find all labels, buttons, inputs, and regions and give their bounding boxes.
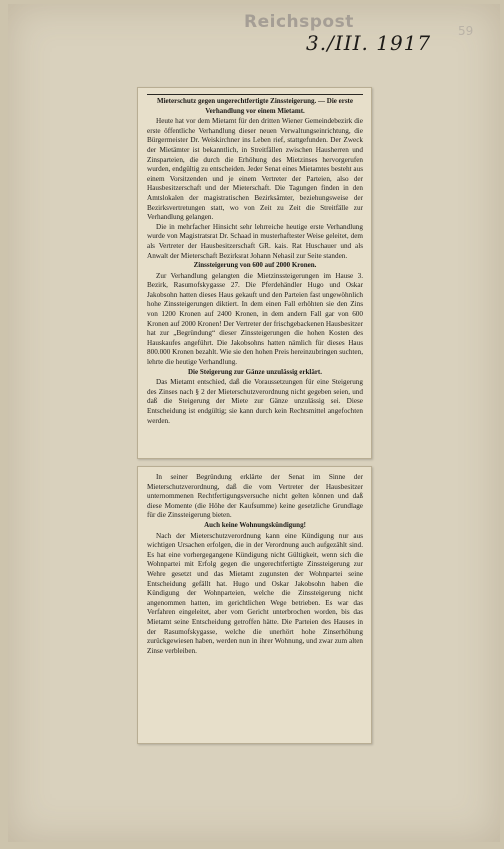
clipping-bottom — [137, 466, 372, 744]
article-paragraph: In seiner Begründung erklärte der Senat im Sinne der Mieterschutzverordnung, daß die vom Vertreter der Hausbesitzer unternommenen Rechtfertigungsversuche nicht gelten können und daß diese Momente (die Höhe der Kaufsumme) keine gesetzliche Grundlage für die Zinssteigerung bieten. — [147, 473, 363, 520]
subheading: Auch keine Wohnungskündigung! — [204, 520, 306, 529]
subheading: Zinssteigerung von 600 auf 2000 Kronen. — [193, 261, 317, 270]
article-column-2 — [147, 473, 363, 656]
article-column-1 — [147, 94, 363, 425]
article-paragraph: Heute hat vor dem Mietamt für den dritten Wiener Gemeindebezirk die erste öffentliche Verhandlung dieser neuen Verwaltungseinrichtung, die Bürgermeister Dr. Weiskirchner ins Leben rief, stattgefunden. Der Zweck der Mietämter ist bekanntlich, in Streitfällen zwischen Hausherren und Zinsparteien, die durch die Erhöhung des Mietzinses hervorgerufen wurden, endgültig zu entscheiden. Jeder Senat eines Mietamtes besteht aus einem Vorsitzenden und je einem Vertreter der Parteien, also der Hausbesitzerschaft und der Mieterschaft. Die Tagungen finden in den Amtslokalen der magistratischen Bezirksämter, beziehungsweise der Bezirksvertretungen statt, wo von Zeit zu Zeit die Streitfälle zur Verhandlung gelangen. — [147, 117, 363, 222]
article-paragraph: Das Mietamt entschied, daß die Voraussetzungen für eine Steigerung des Zinses nach § 2 der Mieterschutzverordnung nicht gegeben seien, und daß die Steigerung der Miete zur Gänze unzulässig sei. Diese Entscheidung ist endgültig; sie kann durch kein Rechtsmittel angefochten werden. — [147, 378, 363, 425]
article-paragraph: Die in mehrfacher Hinsicht sehr lehrreiche heutige erste Verhandlung wurde von Magistratsrat Dr. Schaad in musterhaftester Weise geleitet, dem als Vertreter der Hausbesitzerschaft GR. kais. Rat Huschauer und als Anwalt der Mieterschaft Bezirksrat Johann Nehasil zur Seite standen. — [147, 222, 363, 260]
subheading: Die Steigerung zur Gänze unzulässig erklärt. — [187, 367, 323, 376]
handwritten-date: 3./III. 1917 — [306, 31, 432, 55]
newspaper-stamp: Reichspost — [244, 12, 354, 32]
article-paragraph: Nach der Mieterschutzverordnung kann eine Kündigung nur aus wichtigen Ursachen erfolgen, die in der Verordnung auch aufgezählt sind. Es hat eine vorhergegangene Kündigung nicht Gültigkeit, wenn sich die Wohnpartei mit Erfolg gegen die ungerechtfertigte Zinssteigerung zur Wehre gesetzt und das Mietamt zugunsten der Wohnpartei seine Entscheidung gefällt hat. Hugo und Oskar Jakobsohn haben die Kündigung der Wohnparteien, welche die Zinssteigerung nicht angenommen hatten, im gerichtlichen Wege betrieben. Es war das Verfahren eingeleitet, aber vom Gericht unterbrochen worden, bis das Mietamt seine Entscheidung getroffen hätte. Die Parteien des Hauses in der Rasumofskygasse, welche die unerhört hohe Zinserhöhung zurückgewiesen haben, werden nun in ihrer Wohnung, und zwar zum alten Zinse verbleiben. — [147, 531, 363, 655]
article-paragraph: Zur Verhandlung gelangten die Mietzinssteigerungen im Hause 3. Bezirk, Rasumofskygasse 27. Die Pferdehändler Hugo und Oskar Jakobsohn hatten dieses Haus gekauft und den Parteien fast ungewöhnlich hohe Zinssteigerungen diktiert. In dem einen Fall erhöhten sie den Zins von 1200 Kronen auf 2400 Kronen, in dem andern Fall gar von 600 Kronen auf 2000 Kronen! Der Vertreter der frischgebackenen Hausbesitzer hat zur „Begründung“ dieser Zinssteigerungen die hohen Kosten des Hauskaufes angeführt. Die Jakobsohns hatten nämlich für dieses Haus 800.000 Kronen bezahlt. Wie sie den hohen Preis hereinzubringen suchten, lehrte die heutige Verhandlung. — [147, 271, 363, 367]
page-number: 59 — [458, 24, 474, 38]
clipping-top — [137, 87, 372, 459]
article-headline: Mieterschutz gegen ungerechtfertigte Zinssteigerung. — Die erste Verhandlung vor einem Mietamt. — [147, 94, 363, 116]
